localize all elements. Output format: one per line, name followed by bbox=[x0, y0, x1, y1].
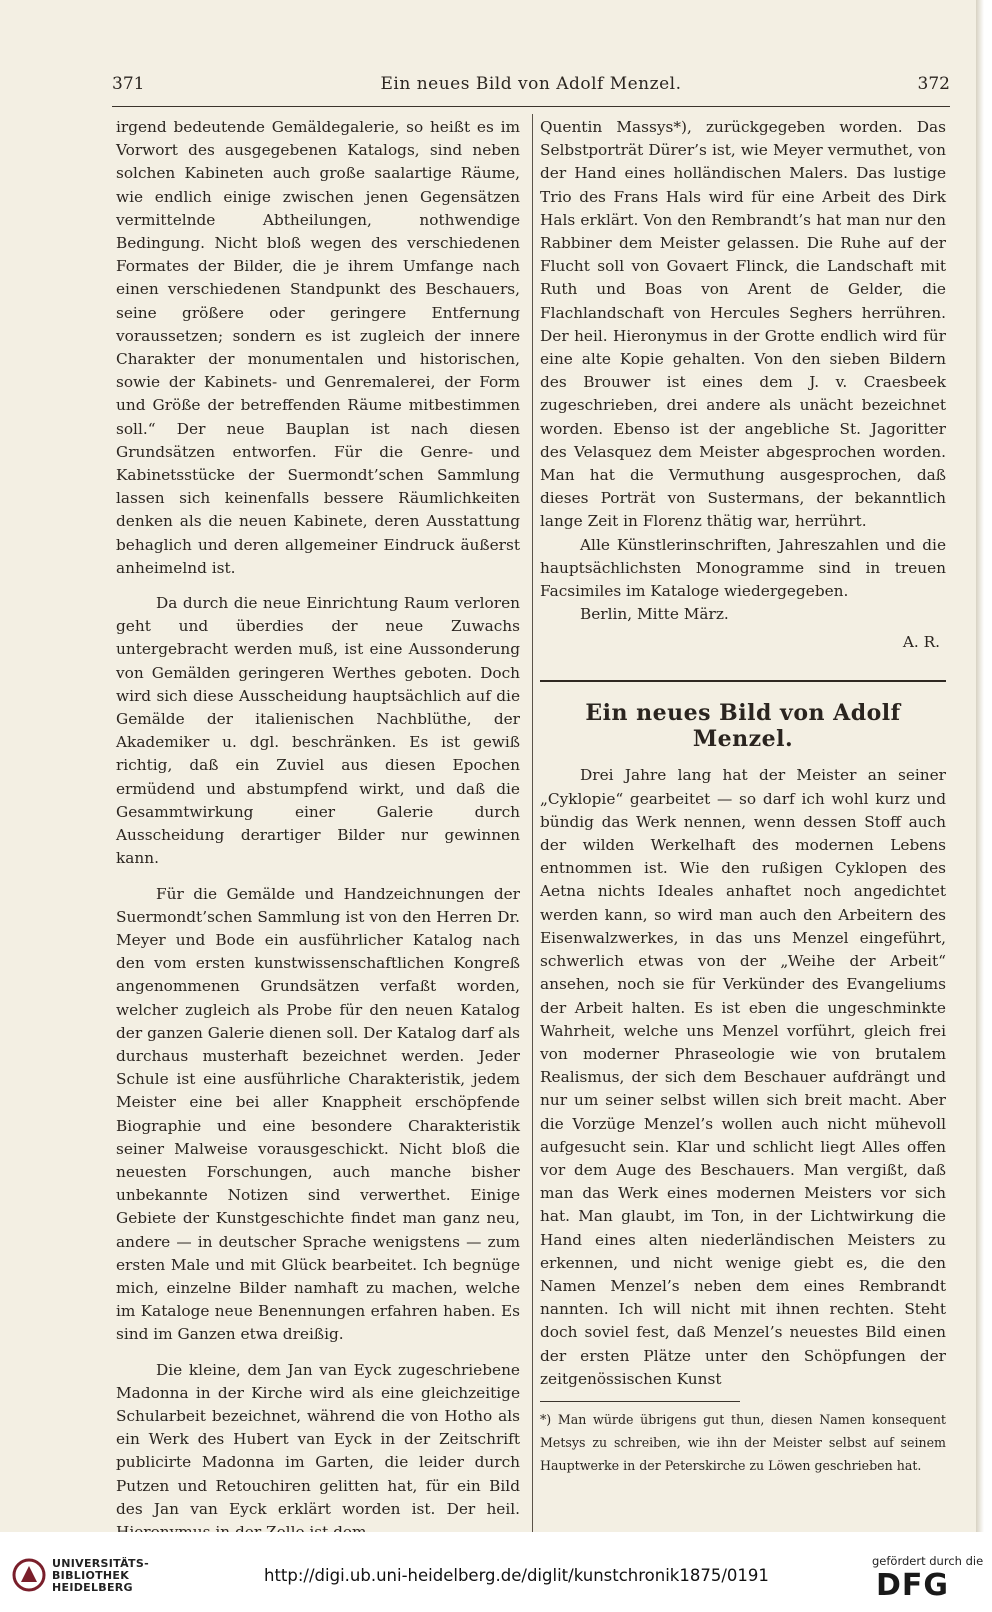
running-title: Ein neues Bild von Adolf Menzel. bbox=[380, 74, 682, 94]
page-edge bbox=[976, 0, 984, 1532]
paragraph: Quentin Massys*), zurückgegeben worden. Das Selbstporträt Dürer’s ist, wie Meyer vermuthet, von der Hand eines holländischen Malers. Das lustige Trio des Frans Hals wird für eine Arbeit des Dirk Hals erklärt. Von den Rembrandt’s hat man nur den Rabbiner dem Meister gelassen. Die Ruhe auf der Flucht soll von Govaert Flinck, die Landschaft mit Ruth und Boas von Arent de Gelder, die Flachlandschaft von Hercules Seghers herrühren. Der heil. Hieronymus in der Grotte endlich wird für eine alte Kopie gehalten. Von den sieben Bildern des Brouwer ist eines dem J. v. Craesbeek zugeschrieben, drei andere als unächt bezeichnet worden. Ebenso ist der angebliche St. Jagoritter des Velasquez dem Meister abgesprochen worden. Man hat die Vermuthung ausgesprochen, daß dieses Porträt von Sustermans, der bekanntlich lange Zeit in Florenz thätig war, herrührt. bbox=[540, 118, 946, 531]
paragraph: Alle Künstlerinschriften, Jahreszahlen und die hauptsächlichsten Monogramme sind in treuen Facsimiles im Kataloge wiedergegeben. bbox=[540, 535, 946, 601]
left-column bbox=[116, 116, 520, 1544]
dfg-logo: DFG bbox=[876, 1568, 950, 1603]
source-url-link[interactable]: http://digi.ub.uni-heidelberg.de/diglit/kunstchronik1875/0191 bbox=[264, 1566, 769, 1585]
library-name: UNIVERSITÄTS- BIBLIOTHEK HEIDELBERG bbox=[52, 1557, 149, 1594]
author-signature: A. R. bbox=[902, 633, 940, 652]
library-logo-icon bbox=[12, 1558, 46, 1592]
footnote-rule bbox=[540, 1401, 740, 1402]
article-title: Ein neues Bild von Adolf Menzel. bbox=[585, 700, 901, 753]
running-head bbox=[112, 70, 950, 100]
page-number-right: 372 bbox=[917, 74, 950, 94]
footnote: *) Man würde übrigens gut thun, diesen Namen konsequent Metsys zu schreiben, wie ihn der Meister selbst auf seinem Hauptwerke in der Peterskirche zu Löwen geschrieben hat. bbox=[540, 1411, 946, 1474]
paragraph: Für die Gemälde und Handzeichnungen der Suermondt’schen Sammlung ist von den Herren Dr. Meyer und Bode ein ausführlicher Katalog nach den vom ersten kunstwissenschaftlichen Kongreß angenommenen Grundsätzen verfaßt worden, welcher zugleich als Probe für den neuen Katalog der ganzen Galerie dienen soll. Der Katalog darf als durchaus musterhaft bezeichnet werden. Jeder Schule ist eine ausführliche Charakteristik, jedem Meister eine bei aller Knappheit erschöpfende Biographie und eine besondere Charakteristik seiner Malweise vorausgeschickt. Nicht bloß die neuesten Forschungen, auch manche bisher unbekannte Notizen sind verwerthet. Einige Gebiete der Kunstgeschichte findet man ganz neu, andere — in deutscher Sprache wenigstens — zum ersten Male und mit Glück bearbeitet. Ich begnüge mich, einzelne Bilder namhaft zu machen, welche im Kataloge neue Benennungen erfahren haben. Es sind im Ganzen etwa dreißig. bbox=[116, 884, 520, 1344]
paragraph: Die kleine, dem Jan van Eyck zugeschriebene Madonna in der Kirche wird als eine gleichzeitige Schularbeit bezeichnet, während die von Hotho als ein Werk des Hubert van Eyck in der Zeitschrift publicirte Madonna im Garten, die leider durch Putzen und Retouchiren gelitten hat, für ein Bild des Jan van Eyck erklärt worden ist. Der heil. bbox=[116, 1360, 520, 1518]
paragraph: Da durch die neue Einrichtung Raum verloren geht und überdies der neue Zuwachs untergebracht werden muß, ist eine Aussonderung von Gemälden geringeren Werthes geboten. Doch wird sich diese Ausscheidung hauptsächlich auf die Gemälde der italienischen Nachblüthe, der Akademiker u. dgl. beschränken. Es ist gewiß richtig, daß ein Zuviel aus diesen Epochen ermüdend und abstumpfend wirkt, und daß die Gesammtwirkung einer Galerie durch Ausscheidung derartiger Bilder nur gewinnen kann. bbox=[116, 594, 520, 868]
right-column bbox=[540, 116, 946, 1478]
footer-bar bbox=[0, 1532, 992, 1612]
funding-label: gefördert durch die bbox=[872, 1554, 984, 1568]
header-rule bbox=[112, 106, 950, 107]
dateline: Berlin, Mitte März. bbox=[580, 605, 729, 624]
section-divider bbox=[540, 680, 946, 682]
page-number-left: 371 bbox=[112, 74, 145, 94]
column-divider bbox=[532, 114, 533, 1554]
paragraph: Drei Jahre lang hat der Meister an seiner „Cyklopie“ gearbeitet — so darf ich wohl kurz und bündig das Werk nennen, wenn dessen Stoff auch der wilden Werkelhaft des modernen Lebens entnommen ist. Wie den rußigen Cyklopen des Aetna nichts Ideales anhaftet noch angedichtet werden kann, so wird man auch den Arbeitern des Eisenwalzwerkes, in das uns Menzel eingeführt, schwerlich etwas von der „Weihe der Arbeit“ ansehen, noch sie für Verkünder des Evangeliums der Arbeit halten. Es ist eben die ungeschminkte Wahrheit, welche uns Menzel vorführt, gleich frei von moderner Phraseologie wie von brutalem Realismus, der sich dem Beschauer aufdrängt und nur um seiner selbst willen sich breit macht. Aber die Vorzüge Menzel’s wollen auch nicht mühevoll aufgesucht sein. Klar und schlicht liegt Alles offen vor dem Auge des Beschauers. Man vergißt, daß man das Werk eines modernen Meisters vor sich hat. Man glaubt, im Ton, in der Lichtwirkung die Hand eines alten niederländischen Meisters zu erkennen, und nicht wenige giebt es, die den Namen Menzel’s neben dem eines Rembrandt nannten. Ich will nicht mit ihnen rechten. Steht doch soviel fest, daß Menzel’s neuestes Bild einen der ersten Plätze unter den Schöpfungen der zeitgenössischen Kunst bbox=[540, 766, 946, 1388]
paragraph: irgend bedeutende Gemäldegalerie, so heißt es im Vorwort des ausgegebenen Katalogs, sind neben solchen Kabineten auch große saalartige Räume, wie endlich einige zwischen jenen Gegensätzen vermittelnde Abtheilungen, nothwendige Bedingung. Nicht bloß wegen des verschiedenen Formates der Bilder, die je ihrem Umfange nach einen verschiedenen Standpunkt des Beschauers, seine größere oder geringere Entfernung voraussetzen; sondern es ist zugleich der innere Charakter der monumentalen und historischen, sowie der Kabinets- und Genremalerei, der Form und Größe der betreffenden Räume mitbestimmen soll.“ Der neue Bauplan ist nach diesen Grundsätzen entworfen. Für die Genre- und Kabinetsstücke der Suermondt’schen Sammlung lassen sich keinenfalls bessere Räumlichkeiten denken als die neuen Kabinete, deren Ausstattung behaglich und deren allgemeiner Eindruck äußerst anheimelnd ist. bbox=[116, 118, 520, 577]
